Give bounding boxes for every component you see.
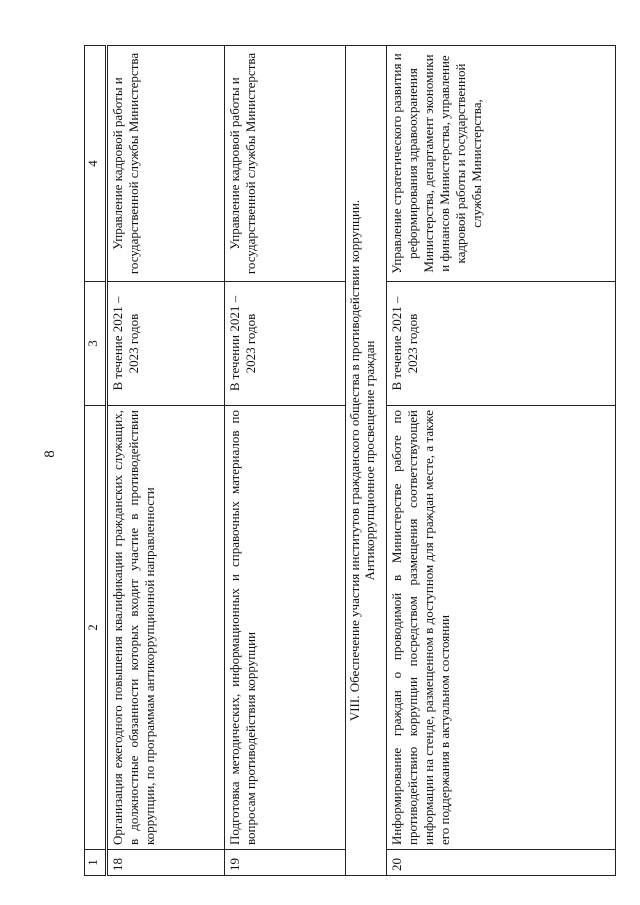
section-heading-line-1: VIII. Обеспечение участия институтов гражданского общества в противодействии коррупции. [346, 199, 362, 722]
measures-table [84, 45, 616, 876]
header-col-1: 1 [85, 850, 107, 876]
table-row [386, 46, 615, 876]
row-deadline: В течение 2021 – 2023 годов [106, 282, 224, 406]
row-number: 19 [224, 850, 345, 876]
page-number: 8 [42, 450, 58, 458]
section-heading [345, 46, 386, 876]
row-description: Организация ежегодного повышения квалификации гражданских служащих, в должностные обязанности которых входит участие в противодействии коррупции, по программам антикоррупционной направленности [106, 406, 224, 850]
row-responsible: Управление кадровой работы и государственной службы Министерства [106, 46, 224, 282]
header-col-4: 4 [85, 46, 107, 282]
table-row [106, 46, 224, 876]
row-deadline: В течении 2021 – 2023 годов [224, 282, 345, 406]
row-responsible: Управление стратегического развития и реформирования здравоохранения Министерства, департамент экономики и финансов Министерства, управление кадровой работы и государственной службы Министерства, [386, 46, 615, 282]
section-heading-row [345, 46, 386, 876]
table-row [224, 46, 345, 876]
row-number: 18 [106, 850, 224, 876]
section-heading-line-2: Антикоррупционное просвещение граждан [361, 340, 377, 581]
row-description: Подготовка методических, информационных и справочных материалов по вопросам противодействия коррупции [224, 406, 345, 850]
row-responsible: Управление кадровой работы и государственной службы Министерства [224, 46, 345, 282]
row-description: Информирование граждан о проводимой в Министерстве работе по противодействию коррупции посредством размещения соответствующей информации на стенде, размещенном в доступном для граждан месте, а также его поддержания в актуальном состоянии [386, 406, 615, 850]
table-header-row [85, 46, 107, 876]
measures-table-wrapper [84, 46, 616, 876]
header-col-2: 2 [85, 406, 107, 850]
row-deadline: В течение 2021 – 2023 годов [386, 282, 615, 406]
row-number: 20 [386, 850, 615, 876]
header-col-3: 3 [85, 282, 107, 406]
